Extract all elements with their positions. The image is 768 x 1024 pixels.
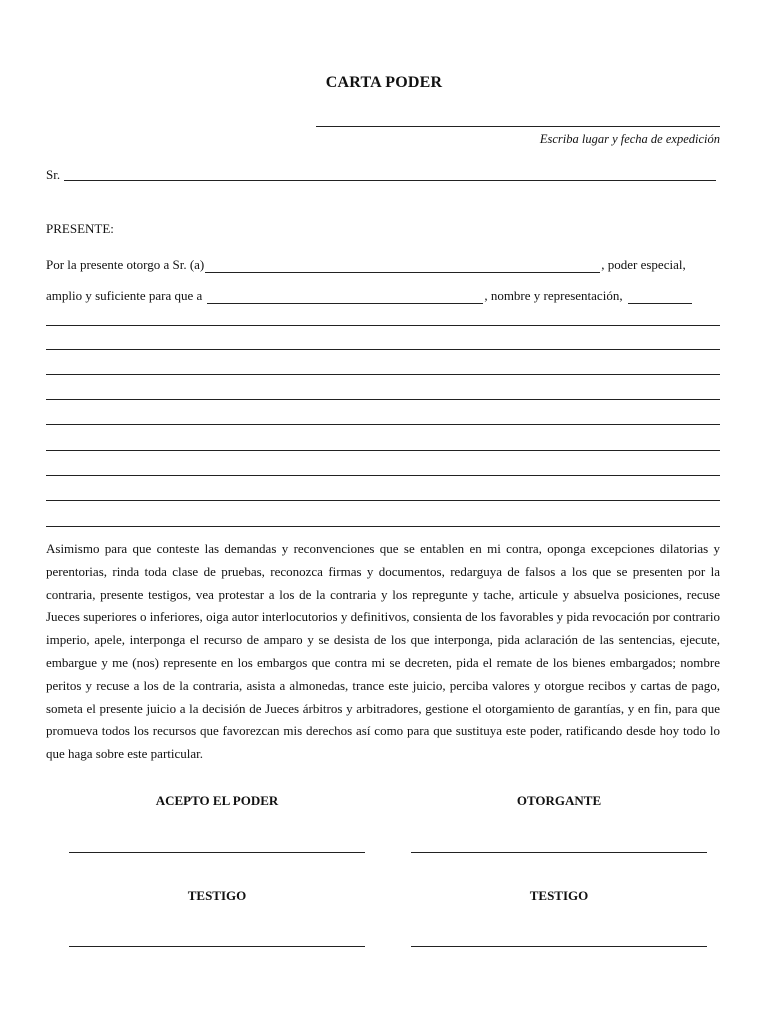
blank-line[interactable] <box>46 475 720 476</box>
testigo-left-signature-line[interactable] <box>69 946 365 947</box>
testigo-right-heading: TESTIGO <box>529 888 589 903</box>
blank-line[interactable] <box>46 374 720 375</box>
grant-line-2 <box>46 286 720 304</box>
grant-line-1-suffix: , poder especial, <box>601 257 686 272</box>
blank-line[interactable] <box>46 399 720 400</box>
grant-line-2-prefix: amplio y suficiente para que a <box>46 288 203 303</box>
testigo-right-signature-line[interactable] <box>411 946 707 947</box>
blank-line[interactable] <box>46 450 720 451</box>
grant-line-1 <box>46 255 720 273</box>
representation-blank[interactable] <box>628 290 692 304</box>
blank-line[interactable] <box>46 325 720 326</box>
addressee-blank[interactable] <box>64 180 716 181</box>
acepto-heading: ACEPTO EL PODER <box>155 793 279 808</box>
date-place-caption: Escriba lugar y fecha de expedición <box>539 132 720 146</box>
testigo-left-heading: TESTIGO <box>187 888 247 903</box>
document-title: CARTA PODER <box>325 74 443 91</box>
otorgante-heading: OTORGANTE <box>516 793 602 808</box>
powers-paragraph: Asimismo para que conteste las demandas y reconvenciones que se entablen en mi contra, oponga excepciones dilatorias y perentorias, rinda toda clase de pruebas, reconozca firmas y documentos, redarguya de falsos a los que se presenten por la contraria, presente testigos, vea protestar a los de la contraria y los repregunte y tache, articule y absuelva posiciones, recuse Jueces superiores o inferiores, oiga autor interlocutorios y definitivos, consienta de los favorables y pida revocación por contrario imperio, apele, interponga el recurso de amparo y se desista de los que interponga, pida aclaración de las sentencias, ejecute, embargue y me (nos) represente en los embargos que contra mi se decreten, pida el remate de los bienes embargados; nombre peritos y recuse a los de la contraria, asista a almonedas, trance este juicio, perciba valores y otorgue recibos y cartas de pago, someta el presente juicio a la decisión de Jueces árbitros y arbitradores, gestione el otorgamiento de garantías, y en fin, para que promueva todos los recursos que favorezcan mis derechos así como para que sustituya este poder, ratificando desde hoy todo lo que haga sobre este particular. <box>46 541 720 762</box>
grantee-name-blank[interactable] <box>205 259 600 273</box>
acepto-signature-line[interactable] <box>69 852 365 853</box>
presente-heading: PRESENTE: <box>46 221 114 236</box>
blank-line[interactable] <box>46 424 720 425</box>
addressee-label: Sr. <box>46 167 61 182</box>
blank-line[interactable] <box>46 349 720 350</box>
blank-line[interactable] <box>46 526 720 527</box>
blank-line[interactable] <box>46 500 720 501</box>
purpose-blank[interactable] <box>207 290 483 304</box>
grant-line-2-middle: , nombre y representación, <box>484 288 623 303</box>
date-place-blank[interactable] <box>316 126 720 127</box>
otorgante-signature-line[interactable] <box>411 852 707 853</box>
grant-line-1-prefix: Por la presente otorgo a Sr. (a) <box>46 257 205 272</box>
